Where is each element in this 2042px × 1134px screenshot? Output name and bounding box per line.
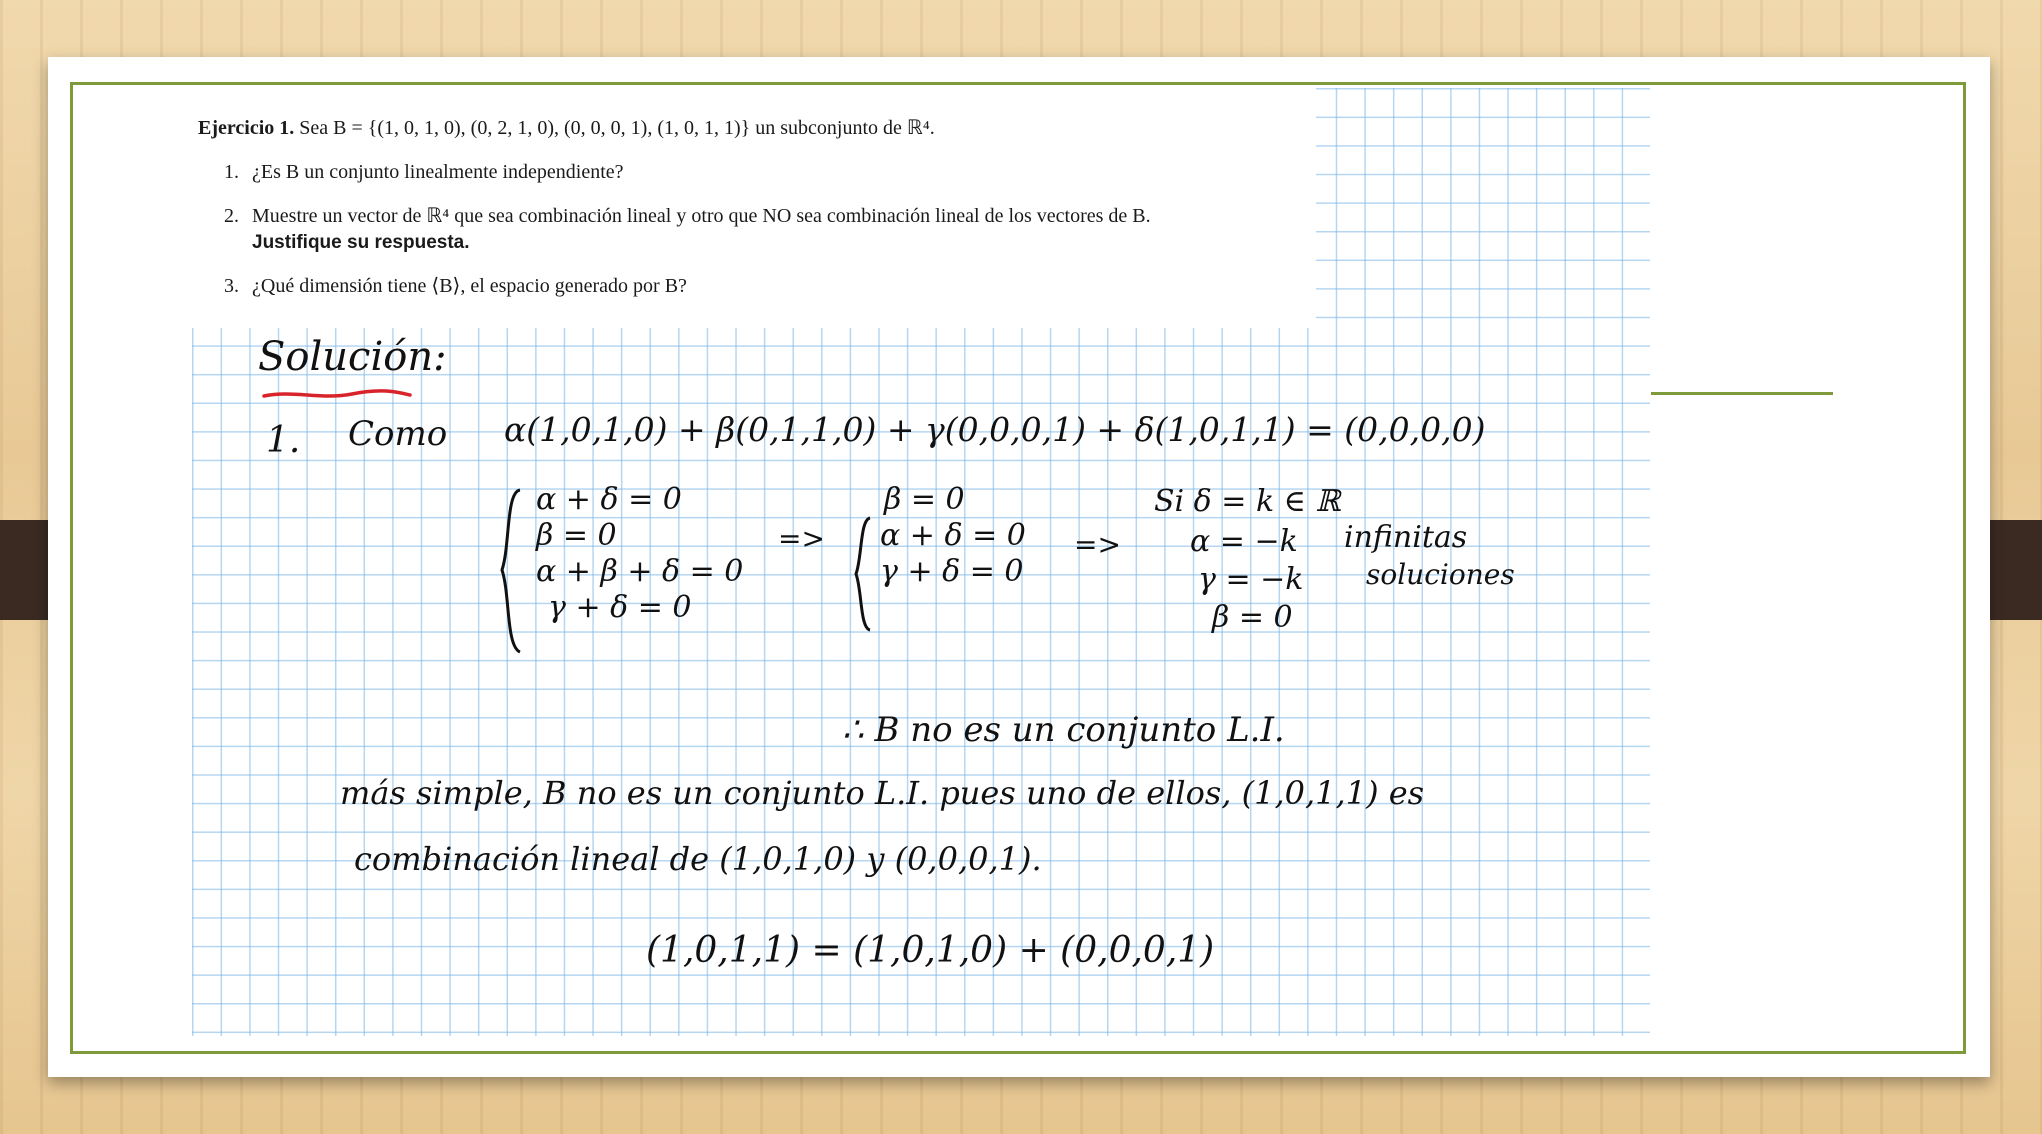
accent-line: [1651, 392, 1833, 395]
brace-system-2: [852, 514, 874, 634]
simple-explanation-line-2: combinación lineal de (1,0,1,0) y (0,0,0,1).: [354, 840, 1042, 878]
como-label: Como: [348, 414, 448, 454]
exercise-statement: [192, 88, 1316, 328]
system3-eq-4: β = 0: [1212, 600, 1293, 635]
exercise-item-2-bold: Justifique su respuesta.: [252, 232, 470, 253]
final-equation: (1,0,1,1) = (1,0,1,0) + (0,0,0,1): [646, 930, 1215, 971]
solution-title: Solución:: [258, 334, 447, 380]
brace-system-1: [498, 486, 524, 656]
exercise-text: Sea B = {(1, 0, 1, 0), (0, 2, 1, 0), (0, 0, 0, 1), (1, 0, 1, 1)} un subconjunto de ℝ⁴.: [299, 117, 935, 139]
system3-eq-2: α = −k: [1190, 524, 1298, 559]
grid-paper: [192, 88, 1650, 1036]
exercise-item-3: 3. ¿Qué dimensión tiene ⟨B⟩, el espacio generado por B?: [224, 275, 687, 297]
exercise-title: Ejercicio 1.: [198, 117, 295, 139]
main-equation: α(1,0,1,0) + β(0,1,1,0) + γ(0,0,0,1) + δ(1,0,1,1) = (0,0,0,0): [504, 410, 1486, 449]
conclusion: ∴ B no es un conjunto L.I.: [842, 710, 1285, 750]
system3-eq-3: γ = −k: [1198, 562, 1304, 597]
step-number: 1.: [266, 420, 301, 461]
system1-eq-2: β = 0: [536, 518, 617, 553]
system1-eq-1: α + δ = 0: [536, 482, 682, 517]
system3-eq-1: Si δ = k ∈ ℝ: [1154, 484, 1341, 519]
system1-eq-4: γ + δ = 0: [548, 590, 692, 625]
exercise-item-1: 1. ¿Es B un conjunto linealmente independiente?: [224, 161, 624, 183]
exercise-item-2: 2. Muestre un vector de ℝ⁴ que sea combinación lineal y otro que NO sea combinación lineal de los vectores de B.: [224, 205, 1151, 227]
implies-arrow-2: =>: [1074, 528, 1121, 561]
solution-underline: [262, 386, 412, 402]
simple-explanation-line-1: más simple, B no es un conjunto L.I. pues uno de ellos, (1,0,1,1) es: [340, 774, 1425, 812]
system2-eq-1: β = 0: [884, 482, 965, 517]
system2-eq-2: α + δ = 0: [880, 518, 1026, 553]
implies-arrow-1: =>: [778, 522, 825, 555]
exercise-header: [198, 116, 935, 140]
system2-eq-3: γ + δ = 0: [880, 554, 1024, 589]
note-soluciones: soluciones: [1366, 558, 1515, 591]
note-infinitas: infinitas: [1344, 520, 1468, 555]
system1-eq-3: α + β + δ = 0: [536, 554, 744, 589]
